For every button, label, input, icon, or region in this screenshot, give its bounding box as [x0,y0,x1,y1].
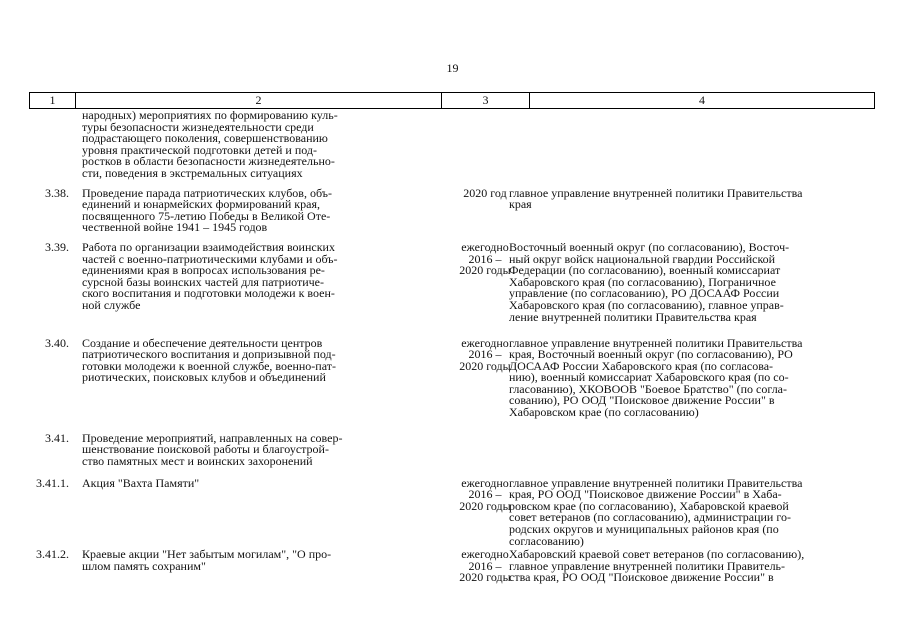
row-number: 3.40. [45,335,69,350]
column-header-4: 4 [699,93,705,107]
table-row [29,475,875,548]
table-row [29,110,875,180]
row-executor: Восточный военный округ (по согласованию), Восточ- ный округ войск национальной гвардии Российской Федерации (по согласованию), военный комиссариат Хабаровского края (по согласованию), Пограничное управление (по согласованию), РО ДОСААФ России Хабаровского края (по согласованию), главное управ- ление внутренней политики Правительства края [509,239,790,324]
row-description: Краевые акции "Нет забытым могилам", "О про- шлом память сохраним" [82,547,332,573]
row-executor: главное управление внутренней политики Правительства края [509,185,803,212]
row-description: Проведение мероприятий, направленных на совер- шенствование поисковой работы и благоустрой- ство памятных мест и воинских захоронений [82,430,343,469]
row-term: ежегодно 2016 – 2020 годы [459,475,511,513]
row-term: ежегодно 2016 – 2020 годы [459,335,511,373]
row-number: 3.39. [45,239,69,254]
row-description: народных) мероприятиях по формированию куль- туры безопасности жизнедеятельности среди подрастающего поколения, совершенствованию уровня практической подготовки детей и под- ростков в области безопасности жизнедеятельно- сти, поведения в экстремальных ситуациях [82,108,338,180]
table-row [29,335,875,420]
row-description: Работа по организации взаимодействия воинских частей с военно-патриотическими клубами и объ- единениями края в вопросах использования ре- сурсной базы воинских частей для патриотиче- ского воспитания и подготовки молодежи к воен- ной службе [82,239,338,312]
table-row [29,430,875,469]
column-header-1: 1 [30,93,76,108]
row-term: 2020 год [463,185,507,200]
row-number: 3.38. [45,185,69,200]
table-header [29,92,875,109]
row-term: ежегодно 2016 – 2020 годы [459,547,511,585]
column-header-3: 3 [442,93,530,108]
table-row [29,185,875,235]
row-description: Акция "Вахта Памяти" [82,475,200,490]
row-description: Проведение парада патриотических клубов, объ- единений и юнармейских формирований края, посвященного 75-летию Победы в Великой Оте- чественной войне 1941 – 1945 годов [82,185,332,235]
table-row [29,547,875,585]
table-row [29,239,875,324]
row-number: 3.41. [45,430,69,445]
row-number: 3.41.1. [36,475,69,490]
row-executor: главное управление внутренней политики Правительства края, РО ООД "Поисковое движение России" в Хаба- ровском крае (по согласованию), Хабаровской краевой совет ветеранов (по согласованию), администрации го- родских округов и муниципальных районов края (по согласованию) [509,475,803,548]
page-number: 19 [446,61,459,75]
row-term: ежегодно 2016 – 2020 годы [459,239,511,278]
row-description: Создание и обеспечение деятельности центров патриотического воспитания и допризывной под- готовки молодежи к военной службе, военно-пат- риотических, поисковых клубов и объединений [82,335,336,385]
row-number: 3.41.2. [36,547,69,562]
column-header-2: 2 [76,93,442,108]
row-executor: Хабаровский краевой совет ветеранов (по согласованию), главное управление внутренней политики Правитель- ства края, РО ООД "Поисковое движение России" в [509,547,805,585]
row-executor: главное управление внутренней политики Правительства края, Восточный военный округ (по согласованию), РО ДОСААФ России Хабаровского края (по согласова- нию), военный комиссариат Хабаровского края (по со- гласованию), ХКОВООВ "Боевое Братство" (по согла- сованию), РО ООД "Поисковое движение России" в Хабаровском крае (по согласованию) [509,335,803,420]
table-body [29,108,875,585]
